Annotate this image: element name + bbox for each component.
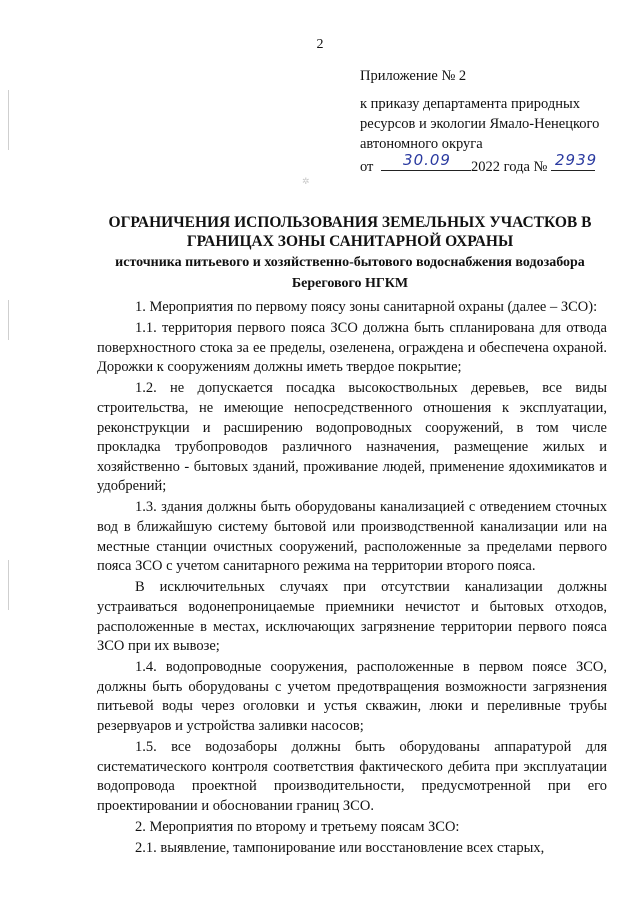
appendix-title: Приложение № 2 bbox=[360, 68, 467, 84]
number-blank bbox=[551, 151, 598, 171]
title-line-1: ОГРАНИЧЕНИЯ ИСПОЛЬЗОВАНИЯ ЗЕМЕЛЬНЫХ УЧАСТКОВ В bbox=[108, 214, 592, 231]
appendix-date-line bbox=[360, 151, 620, 177]
appendix-header bbox=[360, 66, 620, 177]
paragraph: 2.1. выявление, тампонирование или восстановление всех старых, bbox=[135, 840, 545, 857]
handwritten-date: 30.09 bbox=[403, 151, 451, 169]
paragraph: 2. Мероприятия по второму и третьему поясам ЗСО: bbox=[135, 818, 460, 835]
appendix-order-line-1: к приказу департамента природных bbox=[360, 96, 580, 112]
title-line-2: ГРАНИЦАХ ЗОНЫ САНИТАРНОЙ ОХРАНЫ bbox=[186, 233, 514, 250]
scan-margin-mark bbox=[8, 560, 9, 610]
paragraph: 1.5. все водозаборы должны быть оборудованы аппаратурой для систематического контроля соответствия фактического дебита при эксплуатации водопровода проектной производительности, предусмотренной при его проектировании и обосновании границ ЗСО. bbox=[97, 739, 607, 814]
scan-margin-mark bbox=[8, 90, 9, 150]
date-suffix: 2022 года № bbox=[471, 159, 548, 175]
paragraph: 1.1. территория первого пояса ЗСО должна быть спланирована для отвода поверхностного стока за ее пределы, озеленена, ограждена и обеспечена охраной. Дорожки к сооружениям должны иметь твердое покрытие; bbox=[97, 320, 607, 376]
handwritten-number: 2939 bbox=[554, 151, 598, 169]
scan-margin-mark bbox=[8, 300, 9, 340]
document-title bbox=[90, 213, 610, 293]
paragraph: 1.2. не допускается посадка высокоствольных деревьев, все виды строительства, не имеющие непосредственного отношения к эксплуатации, реконструкции и расширению водопроводных сооружений, в том числе прокладка трубопроводов различного назначения, размещение жилых и хозяйственно - бытовых зданий, проживание людей, применение ядохимикатов и удобрений; bbox=[97, 380, 607, 495]
document-body bbox=[97, 298, 607, 860]
page-number: 2 bbox=[316, 37, 324, 52]
title-line-3: источника питьевого и хозяйственно-бытового водоснабжения водозабора bbox=[115, 255, 585, 270]
paragraph: В исключительных случаях при отсутствии канализации должны устраиваться водонепроницаемые приемники нечистот и бытовых отходов, расположенные в местах, исключающих загрязнение территории первого пояса ЗСО при их вывозе; bbox=[97, 579, 607, 655]
paragraph: 1. Мероприятия по первому поясу зоны санитарной охраны (далее – ЗСО): bbox=[135, 299, 598, 315]
faint-stamp-mark: ✲ bbox=[302, 176, 310, 186]
appendix-order-line-2: ресурсов и экологии Ямало-Ненецкого bbox=[360, 116, 600, 132]
appendix-order-line-3: автономного округа bbox=[360, 136, 483, 152]
date-blank bbox=[381, 151, 471, 171]
paragraph: 1.4. водопроводные сооружения, расположенные в первом поясе ЗСО, должны быть оборудованы с учетом предотвращения возможности загрязнения питьевой воды через оголовки и устья скважин, люки и переливные трубы резервуаров и устройства заливки насосов; bbox=[97, 659, 607, 734]
paragraph: 1.3. здания должны быть оборудованы канализацией с отведением сточных вод в ближайшую систему бытовой или производственной канализации или на местные станции очистных сооружений, расположенные за пределами первого пояса ЗСО с учетом санитарного режима на территории второго пояса. bbox=[97, 499, 607, 575]
title-line-4: Берегового НГКМ bbox=[291, 276, 409, 291]
date-prefix: от bbox=[360, 159, 374, 175]
